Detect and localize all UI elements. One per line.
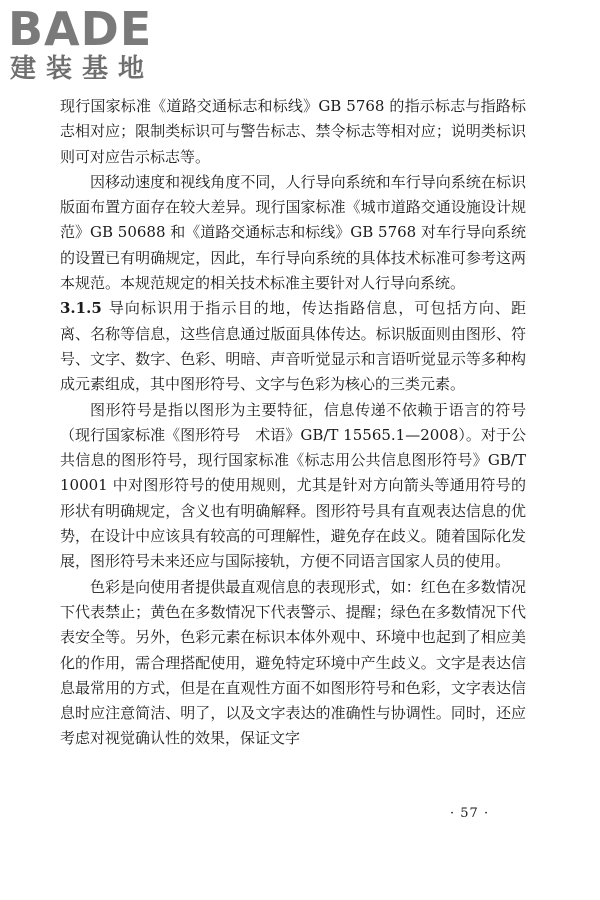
paragraph-3: 3.1.5 导向标识用于指示目的地，传达指路信息，可包括方向、距离、名称等信息，这些信息通过版面具体传达。标识版面则由图形、符号、文字、数字、色彩、明暗、声音听觉显示和言语听觉显示等多种构成元素组成，其中图形符号、文字与色彩为核心的三类元素。: [60, 299, 526, 394]
paragraph-4: 图形符号是指以图形为主要特征，信息传递不依赖于语言的符号（现行国家标准《图形符号 术语》GB/T 15565.1—2008）。对于公共信息的图形符号，现行国家标准《标志用公共信息图形符号》GB/T 10001 中对图形符号的使用规则，尤其是针对方向箭头等通用符号的形状有明确规定，含义也有明确解释。图形符号具有直观表达信息的优势，在设计中应该具有较高的可理解性，避免存在歧义。随着国际化发展，图形符号未来还应与国际接轨，方便不同语言国家人员的使用。: [60, 400, 526, 571]
paragraph-2: 因移动速度和视线角度不同，人行导向系统和车行导向系统在标识版面布置方面存在较大差异。现行国家标准《城市道路交通设施设计规范》GB 50688 和《道路交通标志和标线》GB 5768 对车行导向系统的设置已有明确规定，因此，车行导向系统的具体技术标准可参考这两本规范。本规范规定的相关技术标准主要针对人行导向系统。: [60, 172, 526, 293]
paragraph-1: 现行国家标准《道路交通标志和标线》GB 5768 的指示标志与指路标志相对应；限制类标识可与警告标志、禁令标志等相对应；说明类标识则可对应告示标志等。: [60, 97, 526, 166]
section-number: 3.1.5: [60, 299, 102, 318]
logo-wordmark: BADE: [8, 2, 153, 56]
page-number: · 57 ·: [450, 806, 490, 821]
logo-chinese-name: 建装基地: [10, 54, 155, 84]
page-body: [60, 94, 526, 752]
paragraph-5: 色彩是向使用者提供最直观信息的表现形式，如：红色在多数情况下代表禁止；黄色在多数情况下代表警示、提醒；绿色在多数情况下代表安全等。另外，色彩元素在标识本体外观中、环境中也起到了相应美化的作用，需合理搭配使用，避免特定环境中产生歧义。文字是表达信息最常用的方式，但是在直观性方面不如图形符号和色彩，文字表达信息时应注意简洁、明了，以及文字表达的准确性与协调性。同时，还应考虑对视觉确认性的效果，保证文字: [60, 577, 526, 748]
brand-logo: [8, 4, 178, 88]
